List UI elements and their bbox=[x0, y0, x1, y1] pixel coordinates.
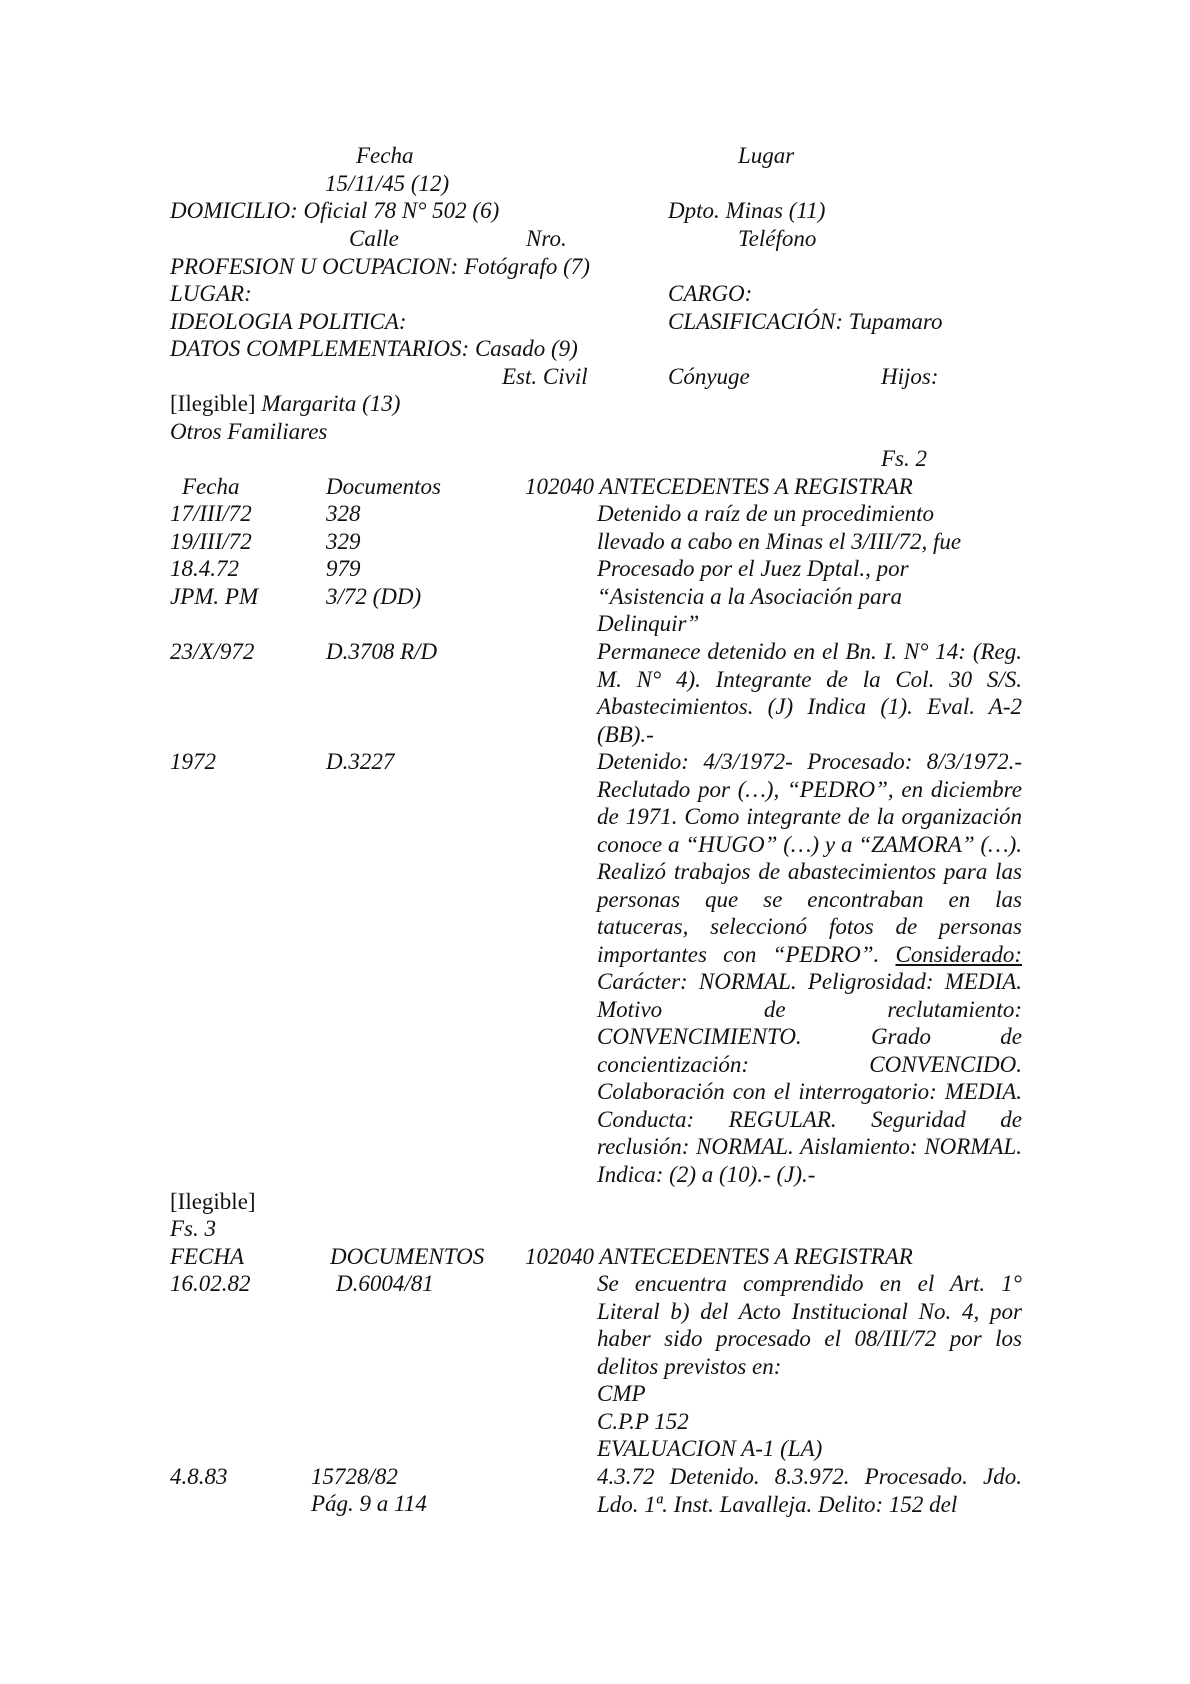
col-antecedentes: 102040 ANTECEDENTES A REGISTRAR bbox=[525, 474, 913, 499]
entry-text-line: C.P.P 152 bbox=[597, 1409, 689, 1434]
entry-doc: 329 bbox=[326, 529, 361, 554]
entry-text-part: Carácter: NORMAL. Peligrosidad: MEDIA. Motivo de reclutamiento: CONVENCIMIENTO. Grado de concientización: CONVENCIDO. Colaboración con el interrogatorio: MEDIA. Conducta: REGULAR. Seguridad de reclusión: NORMAL. Aislamiento: NORMAL. Indica: (2) a (10).- (J).- bbox=[597, 969, 1022, 1187]
entry-doc: D.3708 R/D bbox=[326, 639, 438, 664]
col-fecha: Fecha bbox=[182, 474, 240, 499]
cargo-field: CARGO: bbox=[668, 281, 753, 306]
entry-date: 19/III/72 bbox=[170, 529, 252, 554]
entry-text bbox=[597, 748, 1022, 1188]
entry-date: 18.4.72 bbox=[170, 556, 239, 581]
entry-doc: 3/72 (DD) bbox=[326, 584, 422, 609]
entry-date: 1972 bbox=[170, 749, 216, 774]
telefono-label: Teléfono bbox=[738, 226, 817, 251]
conyuge-label: Cónyuge bbox=[668, 364, 750, 389]
entry-text-part: Detenido: 4/3/1972- Procesado: 8/3/1972.- Reclutado por (…), “PEDRO”, en diciembre de 1971. Como integrante de la organización conoce a “HUGO” (…) y a “ZAMORA” (…). Realizó trabajos de abastecimientos para las personas que se encontraban en las tatuceras, seleccionó fotos de personas importantes con “PEDRO”. bbox=[597, 749, 1022, 967]
entry-text-line: EVALUACION A-1 (LA) bbox=[597, 1436, 823, 1461]
illegible-mark: [Ilegible] bbox=[170, 1189, 256, 1214]
profesion-line: PROFESION U OCUPACION: Fotógrafo (7) bbox=[170, 254, 590, 279]
spouse-name: Margarita (13) bbox=[261, 391, 401, 416]
entry-text: Permanece detenido en el Bn. I. N° 14: (Reg. M. N° 4). Integrante de la Col. 30 S/S. Abastecimientos. (J) Indica (1). Eval. A-2 (BB).- bbox=[597, 639, 1022, 747]
entry-text-line: Delinquir” bbox=[597, 611, 700, 636]
domicilio-line: DOMICILIO: Oficial 78 N° 502 (6) bbox=[170, 198, 500, 223]
col-documentos: DOCUMENTOS bbox=[330, 1244, 485, 1269]
entry-doc: 328 bbox=[326, 501, 361, 526]
entry-text-line: “Asistencia a la Asociación para bbox=[597, 584, 902, 609]
entry-doc: 979 bbox=[326, 556, 361, 581]
entry-text-line: llevado a cabo en Minas el 3/III/72, fue bbox=[597, 529, 962, 554]
entry-date: 17/III/72 bbox=[170, 501, 252, 526]
hijos-label: Hijos: bbox=[881, 364, 939, 389]
lugar-field: LUGAR: bbox=[170, 281, 252, 306]
folio-3: Fs. 3 bbox=[170, 1216, 216, 1241]
fecha-label: Fecha bbox=[356, 143, 414, 168]
entry-doc: 15728/82 bbox=[311, 1464, 398, 1489]
folio-2: Fs. 2 bbox=[881, 446, 927, 471]
nro-label: Nro. bbox=[526, 226, 567, 251]
birth-date: 15/11/45 (12) bbox=[325, 171, 450, 196]
otros-familiares: Otros Familiares bbox=[170, 419, 328, 444]
col-antecedentes: 102040 ANTECEDENTES A REGISTRAR bbox=[525, 1244, 913, 1269]
page-reference: Pág. 9 a 114 bbox=[311, 1491, 427, 1516]
datos-complementarios: DATOS COMPLEMENTARIOS: Casado (9) bbox=[170, 336, 578, 361]
est-civil-label: Est. Civil bbox=[502, 364, 588, 389]
clasificacion-field: CLASIFICACIÓN: Tupamaro bbox=[668, 309, 943, 334]
lugar-label: Lugar bbox=[738, 143, 795, 168]
entry-date: 16.02.82 bbox=[170, 1271, 251, 1296]
entry-text: Se encuentra comprendido en el Art. 1° Literal b) del Acto Institucional No. 4, por haber sido procesado el 08/III/72 por los delitos previstos en: bbox=[597, 1271, 1022, 1379]
col-fecha: FECHA bbox=[170, 1244, 245, 1269]
entry-date: 23/X/972 bbox=[170, 639, 255, 664]
domicilio-dpto: Dpto. Minas (11) bbox=[668, 198, 826, 223]
entry-text-line: Procesado por el Juez Dptal., por bbox=[597, 556, 909, 581]
illegible-mark: [Ilegible] bbox=[170, 391, 256, 416]
entry-text-line: Detenido a raíz de un procedimiento bbox=[597, 501, 935, 526]
ideologia-field: IDEOLOGIA POLITICA: bbox=[170, 309, 407, 334]
entry-date: JPM. PM bbox=[170, 584, 259, 609]
col-documentos: Documentos bbox=[326, 474, 441, 499]
entry-text: 4.3.72 Detenido. 8.3.972. Procesado. Jdo. Ldo. 1ª. Inst. Lavalleja. Delito: 152 del bbox=[597, 1464, 1022, 1517]
family-line bbox=[170, 390, 400, 418]
entry-date: 4.8.83 bbox=[170, 1464, 228, 1489]
considerado-label: Considerado: bbox=[895, 941, 1022, 967]
entry-text-line: CMP bbox=[597, 1381, 646, 1406]
entry-doc: D.3227 bbox=[326, 749, 395, 774]
entry-doc: D.6004/81 bbox=[336, 1271, 434, 1296]
calle-label: Calle bbox=[349, 226, 399, 251]
